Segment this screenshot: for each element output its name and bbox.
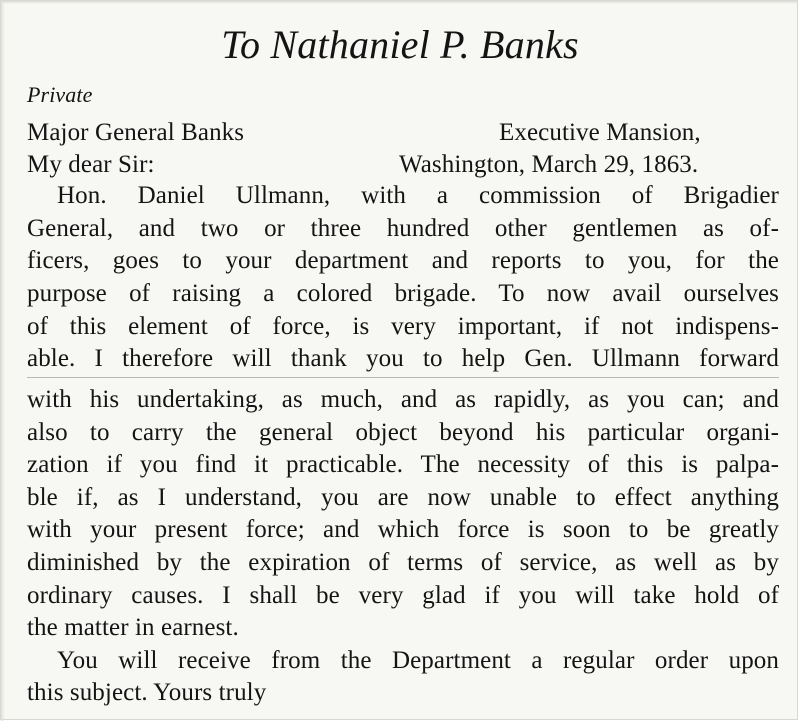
body-line-10: ble if, as I understand, you are now unable to effect anything [27,484,779,511]
body-line-6: able. I therefore will thank you to help Gen. Ullmann forward [27,345,779,372]
scan-edge-left [1,1,5,721]
body-line-15: You will receive from the Department a regular order upon [57,647,779,674]
body-line-7: with his undertaking, as much, and as rapidly, as you can; and [27,386,779,413]
salutation-line: My dear Sir: [27,151,155,178]
body-line-1: Hon. Daniel Ullmann, with a commission of Brigadier [57,182,779,209]
body-line-16: this subject. Yours truly [27,679,267,706]
body-line-13: ordinary causes. I shall be very glad if you will take hold of [27,582,779,609]
date-line: Washington, March 29, 1863. [399,151,699,178]
body-line-11: with your present force; and which force is soon to be greatly [27,516,779,543]
body-line-14: the matter in earnest. [27,614,239,641]
body-line-2: General, and two or three hundred other gentlemen as of- [27,215,779,242]
addressee-line: Major General Banks [27,119,245,146]
scan-splice-divider [27,377,779,378]
body-line-12: diminished by the expiration of terms of service, as well as by [27,549,779,576]
body-line-9: zation if you find it practicable. The necessity of this is palpa- [27,451,779,478]
place-line: Executive Mansion, [499,119,701,146]
body-line-5: of this element of force, is very important, if not indispens- [27,313,779,340]
body-line-4: purpose of raising a colored brigade. To now avail ourselves [27,280,779,307]
body-line-8: also to carry the general object beyond his particular organi- [27,419,779,446]
scan-edge-top [1,1,798,4]
body-line-3: ficers, goes to your department and reports to you, for the [27,247,779,274]
privacy-label: Private [27,82,93,107]
letter-title: To Nathaniel P. Banks [221,22,579,67]
